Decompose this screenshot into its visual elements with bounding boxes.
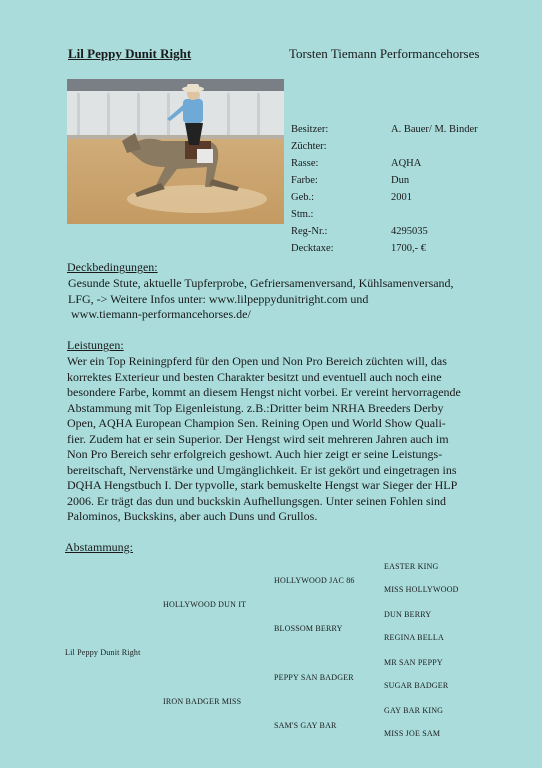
leistungen-line: 2006. Er trägt das dun und buckskin Aufhellungsgen. Unter seinen Fohlen sind — [67, 493, 446, 508]
leistungen-line: Open, AQHA European Champion Sen. Reining Open und World Show Quali- — [67, 416, 446, 430]
info-value: A. Bauer/ M. Binder — [391, 124, 478, 135]
pedigree-grandparent: HOLLYWOOD JAC 86 — [274, 576, 355, 585]
info-value: AQHA — [391, 158, 422, 169]
pedigree-grandparent: BLOSSOM BERRY — [274, 624, 343, 633]
pedigree-grandparent: PEPPY SAN BADGER — [274, 673, 354, 682]
leistungen-line: DQHA Hengstbuch I. Der typvolle, stark bemuskelte Hengst war Sieger der HLP — [67, 478, 458, 492]
leistungen-line: Non Pro Bereich sehr erfolgreich geshowt. Auch hier zeigt er seine Leistungs- — [67, 447, 443, 461]
pedigree-great-grandparent: SUGAR BADGER — [384, 681, 449, 690]
leistungen-text — [67, 354, 461, 525]
leistungen-line: Palominos, Buckskins, aber auch Duns und Grullos. — [67, 509, 318, 523]
info-label: Besitzer: — [291, 124, 329, 135]
deck-heading: Deckbedingungen: — [67, 260, 158, 274]
leistungen-line: besondere Farbe, kommt an diesem Hengst nicht vorbei. Er vereint hervorragende — [67, 385, 461, 399]
info-label: Reg-Nr.: — [291, 226, 328, 237]
info-label: Rasse: — [291, 158, 319, 169]
pedigree-great-grandparent: MR SAN PEPPY — [384, 658, 443, 667]
info-label: Stm.: — [291, 209, 314, 220]
info-label: Züchter: — [291, 141, 327, 152]
deck-line: www.tiemann-performancehorses.de/ — [68, 307, 251, 321]
pedigree-great-grandparent: GAY BAR KING — [384, 706, 444, 715]
leistungen-heading: Leistungen: — [67, 338, 124, 352]
leistungen-line: Abstammung mit Top Eigenleistung. z.B.:Dritter beim NRHA Breeders Derby — [67, 400, 444, 415]
info-value: 1700,- € — [391, 243, 426, 254]
abstammung-heading: Abstammung: — [65, 540, 133, 554]
info-label: Farbe: — [291, 175, 318, 186]
horse-rider-photo — [67, 79, 284, 224]
pedigree-great-grandparent: DUN BERRY — [384, 610, 432, 619]
pedigree-sire: HOLLYWOOD DUN IT — [163, 600, 247, 609]
stable-name: Torsten Tiemann Performancehorses — [289, 46, 480, 61]
info-label: Geb.: — [291, 192, 315, 203]
deck-line: LFG, -> Weitere Infos unter: www.lilpeppydunitright.com und — [68, 291, 369, 306]
leistungen-line: Wer ein Top Reiningpferd für den Open und Non Pro Bereich züchten will, das — [67, 354, 447, 368]
deck-text — [68, 276, 454, 323]
leistungen-line: korrektes Exterieur und besten Charakter besitzt und eventuell auch noch eine — [67, 369, 442, 384]
info-value: 2001 — [391, 192, 412, 203]
pedigree-grandparent: SAM'S GAY BAR — [274, 721, 337, 730]
pedigree-great-grandparent: MISS HOLLYWOOD — [384, 585, 459, 594]
leistungen-line: fier. Zudem hat er sein Superior. Der Hengst wird seit mehreren Jahren auch im — [67, 431, 449, 446]
horse-name-title: Lil Peppy Dunit Right — [68, 46, 192, 61]
pedigree-horse: Lil Peppy Dunit Right — [65, 648, 141, 657]
info-value: Dun — [391, 175, 410, 186]
deck-line: Gesunde Stute, aktuelle Tupferprobe, Gefriersamenversand, Kühlsamenversand, — [68, 276, 454, 290]
info-label: Decktaxe: — [291, 243, 334, 254]
pedigree-great-grandparent: MISS JOE SAM — [384, 729, 441, 738]
pedigree-great-grandparent: REGINA BELLA — [384, 633, 444, 642]
leistungen-line: bereitschaft, Nervenstärke und Umgänglichkeit. Er ist gekört und eingetragen ins — [67, 462, 457, 477]
pedigree-great-grandparent: EASTER KING — [384, 562, 439, 571]
info-value: 4295035 — [391, 226, 428, 237]
pedigree-dam: IRON BADGER MISS — [163, 697, 242, 706]
